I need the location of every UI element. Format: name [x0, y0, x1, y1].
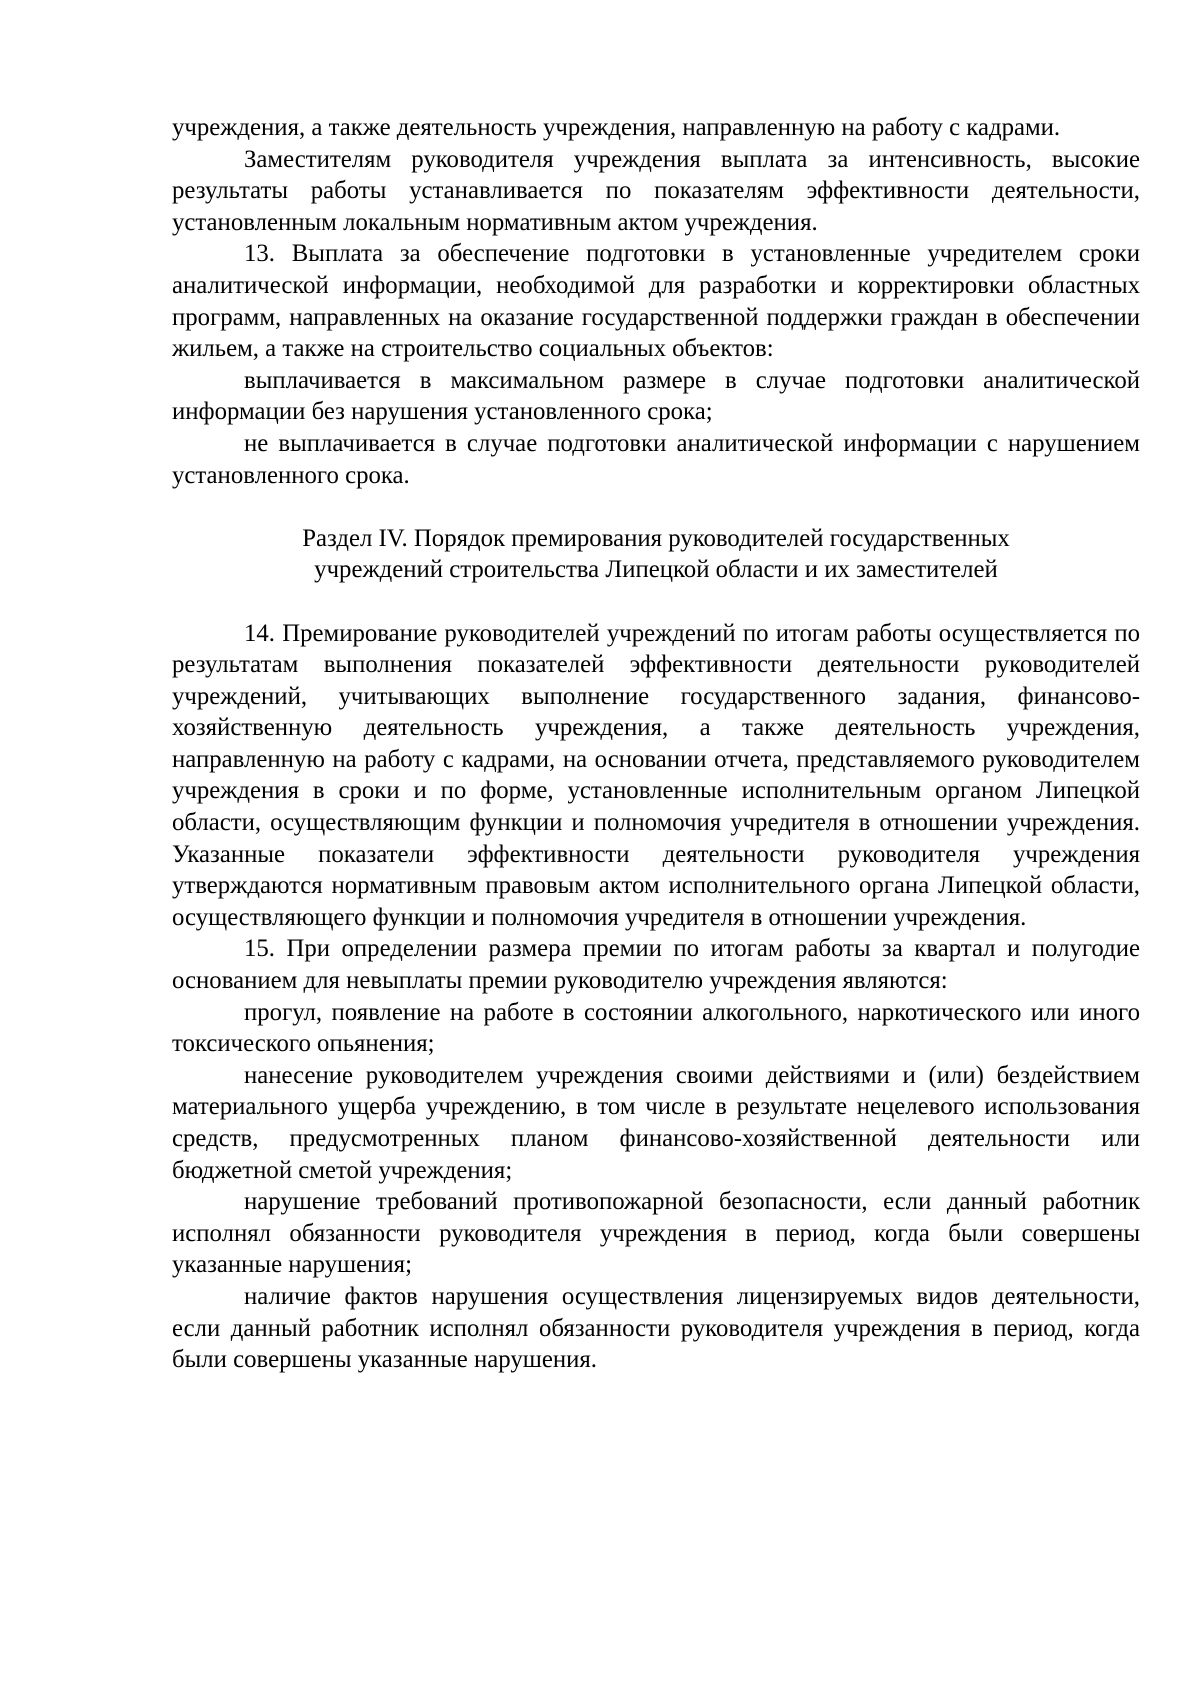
paragraph-deputies-payment: Заместителям руководителя учреждения выплата за интенсивность, высокие результаты работы устанавливается по показателям эффективности деятельности, установленным локальным нормативным актом учреждения. [172, 145, 1140, 236]
paragraph-item-14: 14. Премирование руководителей учреждений по итогам работы осуществляется по результатам выполнения показателей эффективности деятельности руководителей учреждений, учитывающих выполнение государственного задания, финансово-хозяйственную деятельность учреждения, а также деятельность учреждения, направленную на работу с кадрами, на основании отчета, представляемого руководителем учреждения в сроки и по форме, установленные исполнительным органом Липецкой области, осуществляющим функции и полномочия учредителя в отношении учреждения. Указанные показатели эффективности деятельности руководителя учреждения утверждаются нормативным правовым актом исполнительного органа Липецкой области, осуществляющего функции и полномочия учредителя в отношении учреждения. [172, 619, 1140, 931]
paragraph-paid-condition: выплачивается в максимальном размере в случае подготовки аналитической информации без нарушения установленного срока; [172, 366, 1140, 426]
paragraph-item-15: 15. При определении размера премии по итогам работы за квартал и полугодие основанием для невыплаты премии руководителю учреждения являются: [172, 935, 1140, 995]
section-heading-line-1: Раздел IV. Порядок премирования руководителей государственных [302, 524, 1010, 552]
paragraph-ground-absence: прогул, появление на работе в состоянии алкогольного, наркотического или иного токсического опьянения; [172, 998, 1140, 1058]
paragraph-ground-damage: нанесение руководителем учреждения своими действиями и (или) бездействием материального ущерба учреждению, в том числе в результате нецелевого использования средств, предусмотренных планом финансово-хозяйственной деятельности или бюджетной сметой учреждения; [172, 1061, 1140, 1184]
paragraph-item-13: 13. Выплата за обеспечение подготовки в установленные учредителем сроки аналитической информации, необходимой для разработки и корректировки областных программ, направленных на оказание государственной поддержки граждан в обеспечении жильем, а также на строительство социальных объектов: [172, 240, 1140, 363]
section-heading-line-2: учреждений строительства Липецкой области и их заместителей [314, 556, 998, 584]
section-heading [172, 523, 1140, 586]
document-body [172, 112, 1140, 1376]
paragraph-ground-fire-safety: нарушение требований противопожарной безопасности, если данный работник исполнял обязанности руководителя учреждения в период, когда были совершены указанные нарушения; [172, 1188, 1140, 1279]
paragraph-ground-licensing: наличие фактов нарушения осуществления лицензируемых видов деятельности, если данный работник исполнял обязанности руководителя учреждения в период, когда были совершены указанные нарушения. [172, 1282, 1140, 1374]
section-spacer-top [172, 491, 1140, 523]
paragraph-not-paid-condition: не выплачивается в случае подготовки аналитической информации с нарушением установленного срока. [172, 429, 1140, 489]
section-spacer-bottom [172, 586, 1140, 618]
paragraph-continuation: учреждения, а также деятельность учреждения, направленную на работу с кадрами. [172, 114, 1061, 141]
